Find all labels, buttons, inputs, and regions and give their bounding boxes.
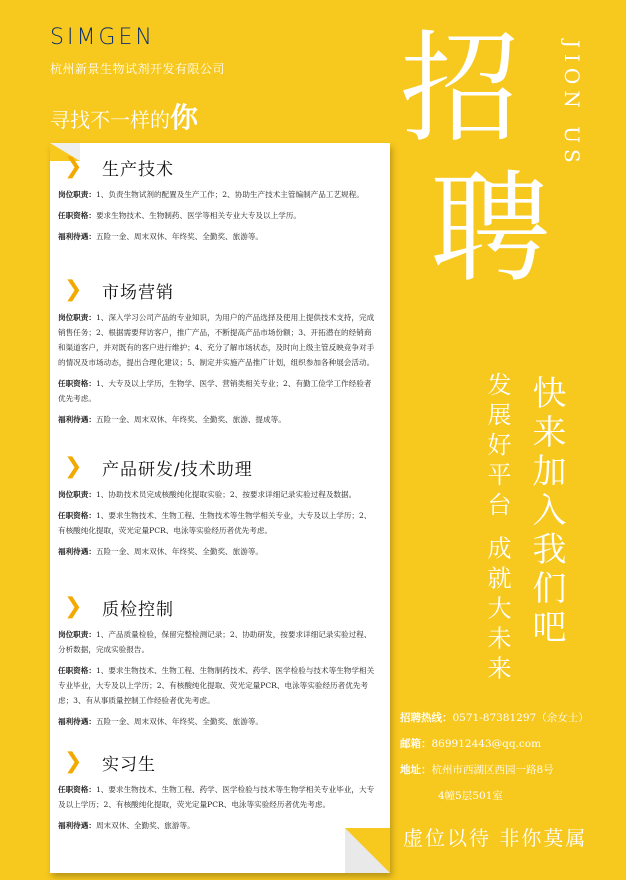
job-listing-paper	[50, 143, 390, 873]
join-us-text: JION US	[560, 40, 584, 169]
contact-info	[400, 705, 589, 809]
section-intern	[58, 748, 378, 833]
chevron-right-icon: ❯	[64, 154, 83, 179]
address-line1: 杭州市西湖区西园一路8号	[431, 764, 554, 776]
hotline-value: 0571-87381297（余女士）	[452, 712, 589, 724]
email-value[interactable]: 869912443@qq.com	[431, 738, 542, 750]
chevron-right-icon: ❯	[64, 594, 83, 619]
hero-char-pin: 聘	[430, 160, 550, 299]
section-title: 质检控制	[102, 599, 174, 620]
section-title: 市场营销	[102, 282, 174, 303]
section-item: 岗位职责：1、负责生物试剂的配置及生产工作；2、协助生产技术主管编制产品工艺规程。	[58, 190, 364, 199]
section-title: 生产技术	[102, 159, 174, 180]
section-item: 福利待遇：五险一金、周末双休、年终奖、全勤奖、旅游等。	[58, 232, 264, 241]
section-item: 任职资格：1、要求生物技术、生物工程、生物技术等生物学相关专业，大专及以上学历；2、有核酸纯化提取，荧光定量PCR、电泳等实验经历者优先考虑。	[58, 511, 372, 535]
section-item: 任职资格：1、要求生物技术、生物工程、生物制药技术、药学、医学检验与技术等生物学相关专业毕业，大专及以上学历；2、有核酸纯化提取、荧光定量PCR、电泳等实验经历者优先考虑；3、有从事质量控制工作经验者优先考虑。	[58, 666, 375, 705]
hotline-row: 招聘热线：0571-87381297（余女士）	[400, 712, 589, 724]
chevron-right-icon: ❯	[64, 749, 83, 774]
section-item: 福利待遇：五险一金、周末双休、年终奖、全勤奖、旅游等。	[58, 547, 264, 556]
tagline-secondary: 发展好平台 成就大未来	[483, 372, 511, 686]
section-qc	[58, 593, 378, 729]
section-item: 任职资格：1、大专及以上学历，生物学、医学、营销类相关专业；2、有勤工俭学工作经验者优先考虑。	[58, 379, 372, 403]
company-name: 杭州新景生物试剂开发有限公司	[50, 62, 226, 76]
section-item: 福利待遇：周末双休、全勤奖、旅游等。	[58, 821, 195, 830]
email-row: 邮箱：869912443@qq.com	[400, 738, 542, 750]
chevron-right-icon: ❯	[64, 277, 83, 302]
slogan	[50, 96, 198, 136]
section-item: 岗位职责：1、产品质量检验，保留完整检测记录；2、协助研发，按要求详细记录实验过程、分析数据，完成实验报告。	[58, 630, 372, 654]
chevron-right-icon: ❯	[64, 454, 83, 479]
section-production	[58, 153, 378, 244]
section-item: 任职资格：1、要求生物技术、生物工程、药学、医学检验与技术等生物学相关专业毕业，大专及以上学历；2、有核酸纯化提取，荧光定量PCR、电泳等实验经历者优先考虑。	[58, 785, 375, 809]
address-row-2	[400, 783, 589, 809]
slogan-emphasis: 你	[170, 101, 199, 134]
paper-curl-corner	[345, 828, 390, 873]
section-rnd	[58, 453, 378, 559]
section-item: 福利待遇：五险一金、周末双休、年终奖、全勤奖、旅游等。	[58, 717, 264, 726]
footer-slogan: 虚位以待 非你莫属	[403, 826, 588, 850]
hero-char-zhao: 招	[400, 20, 520, 159]
section-title: 产品研发/技术助理	[102, 459, 253, 480]
tagline-primary: 快来加入我们吧	[526, 375, 566, 648]
slogan-prefix: 寻找不一样的	[50, 108, 170, 132]
section-item: 任职资格：要求生物技术、生物制药、医学等相关专业大专及以上学历。	[58, 211, 301, 220]
section-marketing	[58, 276, 378, 427]
address-line2: 4幢5层501室	[438, 790, 503, 802]
section-item: 岗位职责：1、协助技术员完成核酸纯化提取实验；2、按要求详细记录实验过程及数据。	[58, 490, 357, 499]
address-row: 地址：杭州市西湖区西园一路8号	[400, 764, 554, 776]
simgen-logo: SIMGEN	[50, 25, 155, 50]
section-item: 福利待遇：五险一金、周末双休、年终奖、全勤奖、旅游、提成等。	[58, 415, 286, 424]
section-item: 岗位职责：1、深入学习公司产品的专业知识，为用户的产品选择及使用上提供技术支持，完成销售任务；2、根据需要拜访客户，推广产品，不断提高产品市场份额；3、开拓潜在的经销商和渠道客户，并对既有的客户进行维护；4、充分了解市场状态，及时向上级主管反映竞争对手的情况及市场动态，提出合理化建议；5、制定并实施产品推广计划，组织参加各种展会活动。	[58, 313, 375, 367]
section-title: 实习生	[102, 754, 156, 775]
